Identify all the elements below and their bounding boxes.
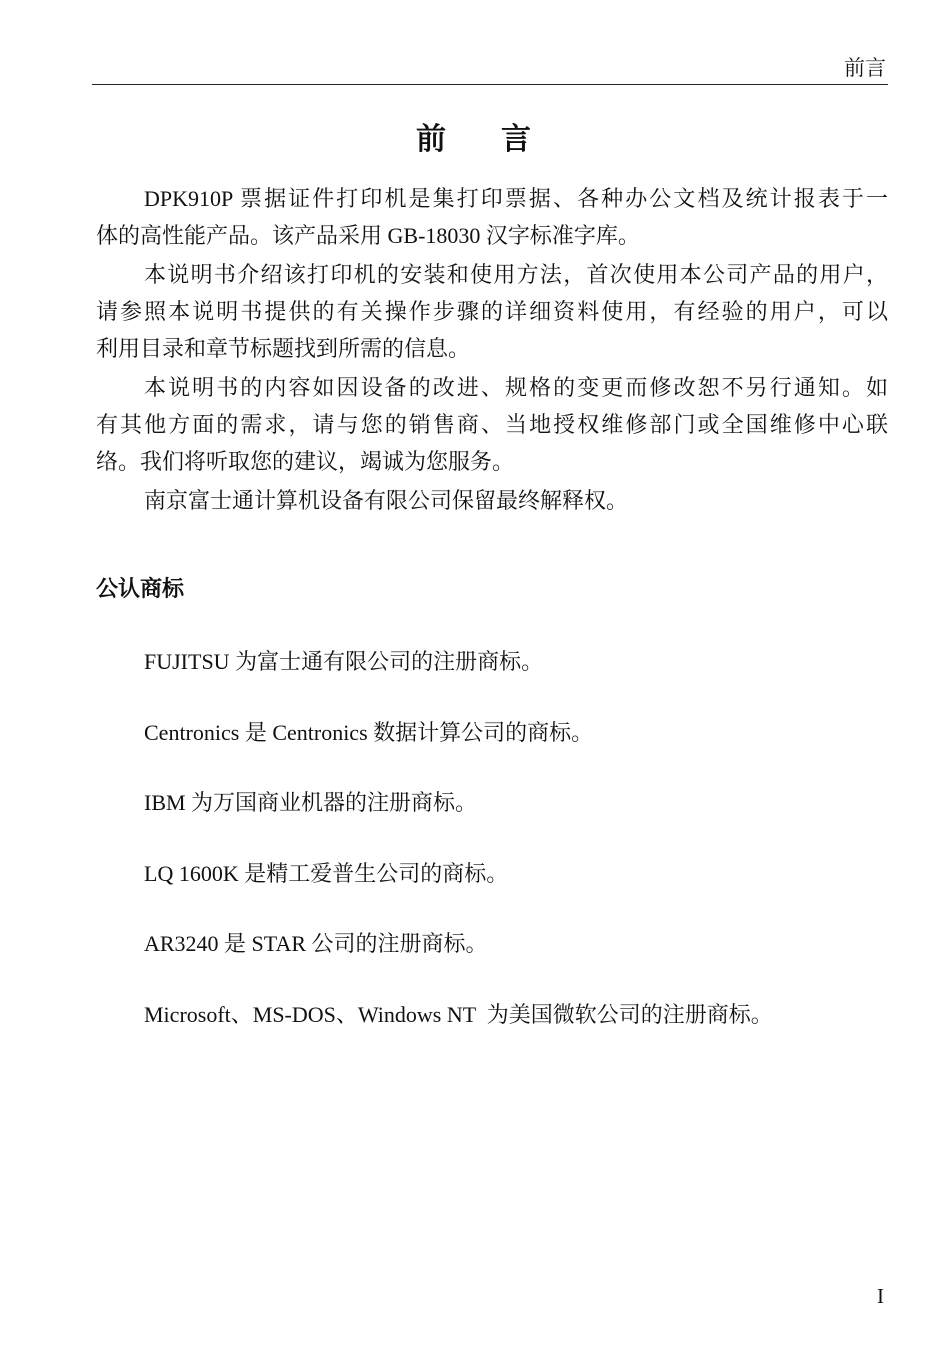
running-header: 前言	[844, 56, 886, 80]
trademark-item: IBM 为万国商业机器的注册商标。	[144, 790, 478, 815]
page-number: I	[877, 1284, 884, 1308]
header-rule	[92, 84, 888, 85]
paragraph	[96, 482, 888, 519]
section-heading: 公认商标	[96, 577, 185, 602]
trademark-item: AR3240 是 STAR 公司的注册商标。	[144, 931, 488, 956]
title-char: 言	[501, 123, 534, 156]
trademark-item: LQ 1600K 是精工爱普生公司的商标。	[144, 861, 509, 886]
text-line: 利用目录和章节标题找到所需的信息。	[96, 336, 471, 361]
paragraph	[96, 256, 888, 367]
text-line: 体的高性能产品。该产品采用 GB-18030 汉字标准字库。	[96, 223, 640, 248]
title-char: 前	[416, 123, 449, 156]
page-title	[0, 114, 950, 158]
trademark-item: Microsoft、MS-DOS、Windows NT 为美国微软公司的注册商标。	[144, 1002, 773, 1027]
text-line: 络。我们将听取您的建议，竭诚为您服务。	[96, 449, 515, 474]
paragraph	[96, 369, 888, 480]
text-line: 南京富士通计算机设备有限公司保留最终解释权。	[144, 488, 629, 513]
trademark-item: FUJITSU 为富士通有限公司的注册商标。	[144, 649, 544, 674]
text-line: 请参照本说明书提供的有关操作步骤的详细资料使用，有经验的用户，可以	[96, 299, 888, 324]
preface-body	[96, 180, 888, 521]
trademark-item: Centronics 是 Centronics 数据计算公司的商标。	[144, 720, 594, 745]
text-line: 有其他方面的需求，请与您的销售商、当地授权维修部门或全国维修中心联	[96, 412, 888, 437]
paragraph	[96, 180, 888, 254]
text-line: DPK910P 票据证件打印机是集打印票据、各种办公文档及统计报表于一	[144, 186, 888, 211]
text-line: 本说明书的内容如因设备的改进、规格的变更而修改恕不另行通知。如	[144, 375, 888, 400]
text-line: 本说明书介绍该打印机的安装和使用方法，首次使用本公司产品的用户，	[144, 262, 888, 287]
